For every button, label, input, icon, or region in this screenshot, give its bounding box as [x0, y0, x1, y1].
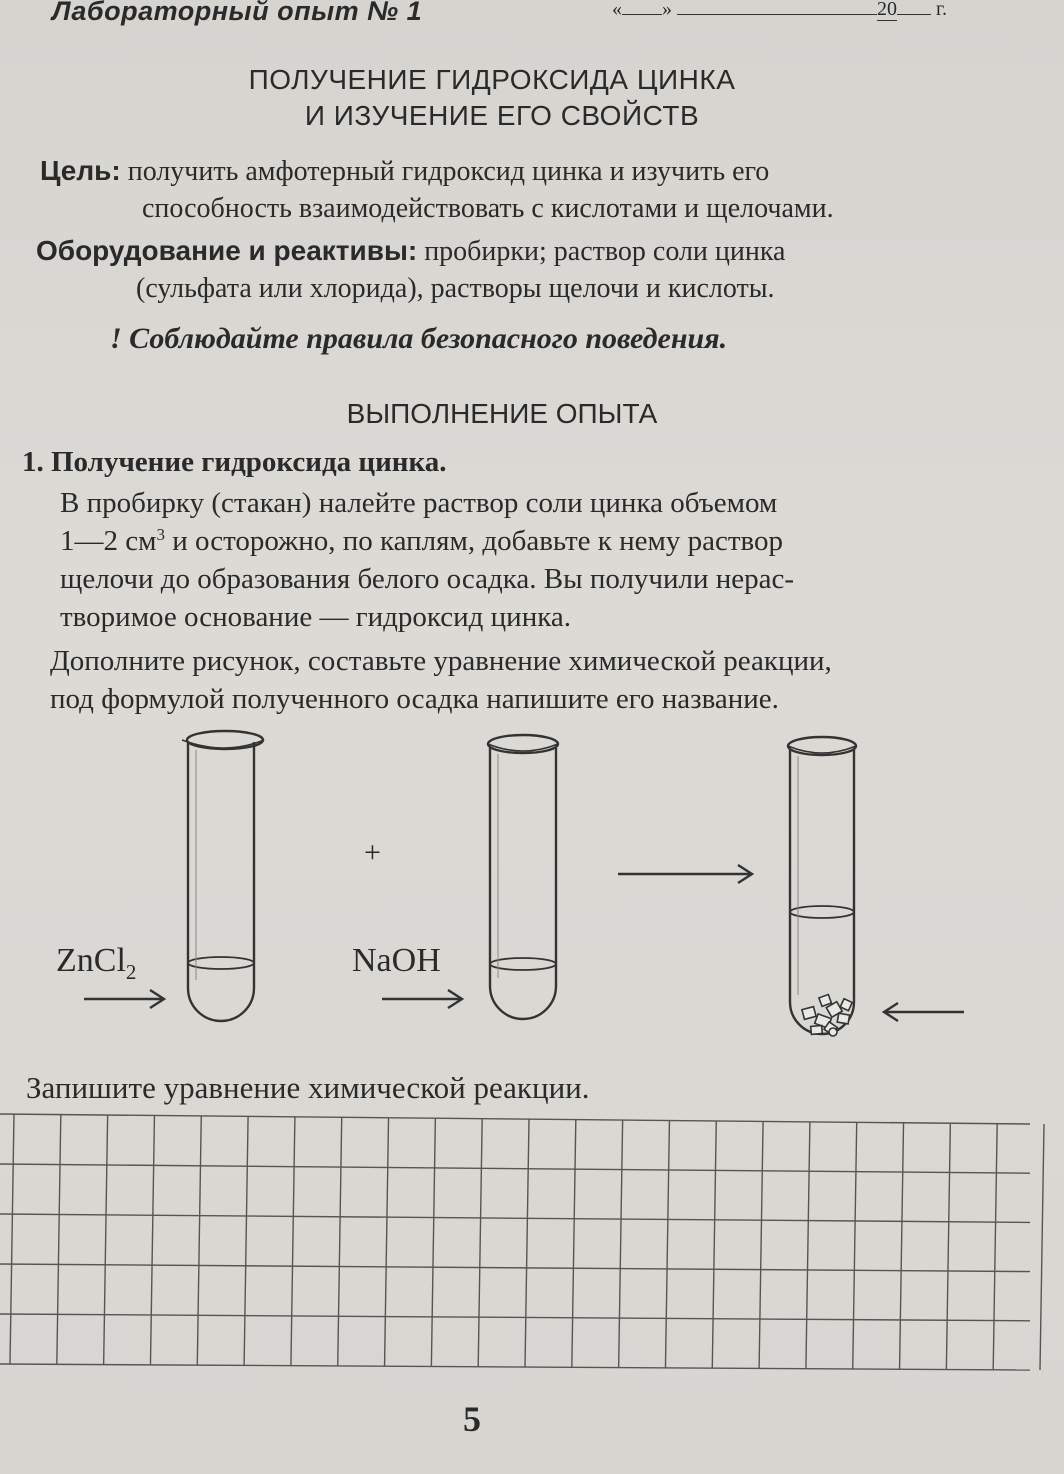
reaction-diagram: [0, 720, 1064, 1060]
grid-hline: [0, 1264, 1030, 1272]
grid-vline: [572, 1119, 576, 1367]
safety-warning: ! Соблюдайте правила безопасного поведения.: [110, 322, 728, 355]
grid-hline: [0, 1314, 1030, 1321]
title-line-2: И ИЗУЧЕНИЕ ЕГО СВОЙСТВ: [304, 100, 700, 131]
formula-zncl2: [56, 942, 137, 984]
grid-vline: [619, 1120, 623, 1368]
grid-vline: [946, 1123, 950, 1369]
test-tube-2: [488, 735, 558, 1019]
page-number: 5: [463, 1399, 481, 1439]
volume-text: 1—2 см: [60, 525, 157, 557]
grid-vline: [478, 1119, 482, 1367]
title-line-1: ПОЛУЧЕНИЕ ГИДРОКСИДА ЦИНКА: [248, 64, 736, 95]
step-1-text: [60, 484, 1028, 636]
step-1-line-2-rest: и осторожно, по каплям, добавьте к нему раствор: [164, 525, 784, 557]
date-quote-open: «: [612, 0, 622, 20]
lab-title: Лабораторный опыт № 1: [52, 0, 423, 26]
arrow-zncl2: [84, 990, 164, 1008]
precipitate: [802, 995, 852, 1036]
year-suffix: г.: [936, 0, 947, 20]
reaction-arrow: [618, 865, 752, 883]
step-1-line-1: В пробирку (стакан) налейте раствор соли цинка объемом: [60, 487, 778, 519]
write-equation-prompt: Запишите уравнение химической реакции.: [26, 1070, 590, 1105]
step-1-line-3: щелочи до образования белого осадка. Вы получили нерас-: [60, 563, 795, 595]
date-quote-close: »: [662, 0, 672, 20]
year-blank[interactable]: [897, 0, 931, 15]
grid-hline: [0, 1164, 1030, 1173]
section-title: ВЫПОЛНЕНИЕ ОПЫТА: [346, 398, 658, 429]
grid-vline: [104, 1115, 108, 1365]
arrow-naoh: [382, 990, 462, 1008]
date-line: [612, 0, 947, 21]
grid-vline: [993, 1124, 997, 1370]
step-1-heading: 1. Получение гидроксида цинка.: [22, 446, 447, 478]
grid-vline: [10, 1114, 14, 1364]
instruction-line-1: Дополните рисунок, составьте уравнение химической реакции,: [50, 645, 832, 677]
grid-vline: [431, 1118, 435, 1366]
formula-zncl2-subscript: 2: [125, 960, 137, 984]
step-1-line-2: [60, 522, 1028, 560]
grid-vline: [712, 1121, 716, 1368]
grid-hline: [0, 1214, 1030, 1222]
step-1-line-4: творимое основание — гидроксид цинка.: [60, 601, 571, 633]
year-prefix: 20: [877, 0, 897, 20]
equipment-label: Оборудование и реактивы:: [36, 235, 418, 266]
equipment-line-1: пробирки; раствор соли цинка: [424, 236, 786, 267]
grid-vline: [338, 1117, 342, 1366]
goal-paragraph: [40, 152, 1030, 227]
test-tube-1: [182, 731, 264, 1021]
grid-vline: [197, 1116, 201, 1365]
goal-line-1: получить амфотерный гидроксид цинка и изучить его: [127, 156, 770, 187]
grid-vline: [150, 1115, 154, 1364]
instruction-line-2: под формулой полученного осадка напишите его название.: [50, 683, 779, 715]
grid-vline: [759, 1121, 763, 1368]
grid-vline: [525, 1119, 529, 1367]
test-tube-3: [788, 737, 856, 1034]
equipment-line-2: (сульфата или хлорида), растворы щелочи и кислоты.: [136, 273, 775, 304]
grid-vline: [1040, 1124, 1044, 1370]
formula-naoh: NaOH: [352, 942, 441, 979]
goal-line-2: способность взаимодействовать с кислотами и щелочами.: [142, 193, 834, 224]
answer-grid[interactable]: [0, 1112, 1064, 1374]
month-blank[interactable]: [677, 0, 877, 15]
grid-vline: [57, 1114, 61, 1364]
equipment-paragraph: [36, 232, 1036, 307]
grid-vline: [665, 1120, 669, 1367]
grid-vline: [806, 1122, 810, 1369]
goal-label: Цель:: [40, 155, 121, 186]
arrow-precipitate: [884, 1003, 964, 1021]
instruction-text: [50, 642, 1040, 718]
volume-exponent: 3: [156, 525, 165, 544]
grid-vline: [385, 1118, 389, 1367]
grid-hline: [0, 1364, 1030, 1370]
day-blank[interactable]: [622, 0, 662, 15]
formula-zncl2-main: ZnCl: [56, 942, 126, 979]
grid-vline: [291, 1117, 295, 1366]
grid-vline: [244, 1116, 248, 1365]
grid-vline: [900, 1123, 904, 1370]
plus-sign: +: [364, 836, 381, 869]
grid-vline: [853, 1122, 857, 1369]
